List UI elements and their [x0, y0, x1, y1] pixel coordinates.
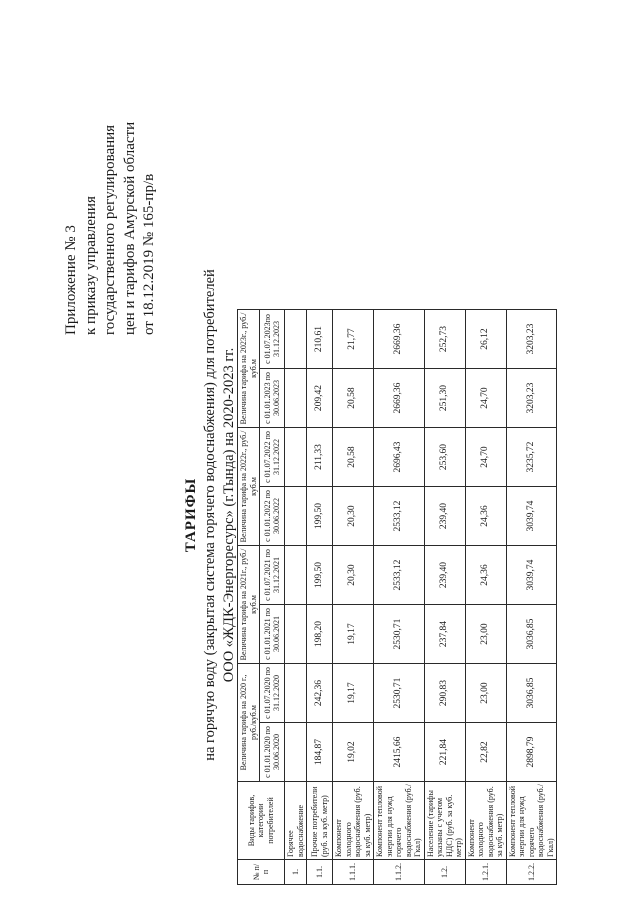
tariff-value: 211,33	[307, 428, 333, 487]
table-row	[285, 310, 307, 885]
row-label: Компонент тепловой энергии для нужд горячего водоснабжения (руб./Гкал)	[506, 782, 557, 860]
header-period: с 01.01.2020 по 30.06.2020	[260, 723, 285, 782]
header-period: с 01.01.2022 по 30.06.2022	[260, 487, 285, 546]
table-row	[333, 310, 374, 885]
header-period: с 01.07.2021 по 31.12.2021	[260, 546, 285, 605]
header-period: с 01.01.2023 по 30.06.2023	[260, 369, 285, 428]
row-label: Компонент холодного водоснабжения (руб. за куб. метр)	[333, 782, 374, 860]
row-label: Прочие потребители (руб. за куб. метр)	[307, 782, 333, 860]
tariff-value	[285, 369, 307, 428]
header-year-2023: Величина тарифа на 2023г., руб./куб.м	[238, 310, 260, 428]
tariff-value: 252,73	[424, 310, 465, 369]
appendix-line: государственного регулирования	[102, 124, 118, 335]
table-row	[465, 310, 506, 885]
tariff-value: 20,30	[333, 546, 374, 605]
tariff-value: 24,36	[465, 487, 506, 546]
tariff-value: 24,70	[465, 428, 506, 487]
tariff-table	[237, 309, 557, 885]
tariff-value: 24,70	[465, 369, 506, 428]
row-number: 1.1.	[307, 860, 333, 885]
appendix-block	[62, 25, 160, 335]
document-subtitle: на горячую воду (закрытая система горячего водоснабжения) для потребителей	[202, 269, 218, 761]
row-number: 1.2.1.	[465, 860, 506, 885]
tariff-value: 2530,71	[374, 664, 425, 723]
tariff-value: 242,36	[307, 664, 333, 723]
header-year-2020: Величина тарифа на 2020 г., руб./куб.м	[238, 664, 260, 782]
row-number: 1.1.1.	[333, 860, 374, 885]
tariff-value: 2696,43	[374, 428, 425, 487]
tariff-value: 3036,85	[506, 605, 557, 664]
tariff-value	[285, 664, 307, 723]
tariff-value: 184,87	[307, 723, 333, 782]
tariff-value: 198,20	[307, 605, 333, 664]
tariff-value	[285, 487, 307, 546]
tariff-value: 20,30	[333, 487, 374, 546]
row-label: Население (тарифы указаны с учетом НДС) (руб. за куб. метр)	[424, 782, 465, 860]
tariff-value: 24,36	[465, 546, 506, 605]
tariff-value: 2533,12	[374, 487, 425, 546]
tariff-value	[285, 546, 307, 605]
table-row	[424, 310, 465, 885]
tariff-value: 2898,79	[506, 723, 557, 782]
header-year-2022: Величина тарифа на 2022г., руб./куб.м	[238, 428, 260, 546]
tariff-value: 21,77	[333, 310, 374, 369]
tariff-value: 239,40	[424, 487, 465, 546]
header-type: Виды тарифов, категории потребителей	[238, 782, 285, 860]
header-num: № п/п	[238, 860, 285, 885]
header-period: с 01.07.2020 по 31.12.2020	[260, 664, 285, 723]
tariff-value: 199,50	[307, 487, 333, 546]
tariff-value: 3039,74	[506, 546, 557, 605]
tariff-value: 3203,23	[506, 369, 557, 428]
tariff-value: 239,40	[424, 546, 465, 605]
tariff-value: 209,42	[307, 369, 333, 428]
table-row	[307, 310, 333, 885]
document-subtitle-org: ООО «ЖДК-Энергоресурс» (г.Тында) на 2020-2023 гг.	[221, 347, 237, 683]
tariff-value: 20,58	[333, 369, 374, 428]
row-label: Компонент холодного водоснабжения (руб. за куб. метр)	[465, 782, 506, 860]
tariff-value: 3036,85	[506, 664, 557, 723]
tariff-value: 2530,71	[374, 605, 425, 664]
tariff-value: 253,60	[424, 428, 465, 487]
tariff-value: 221,84	[424, 723, 465, 782]
tariff-value: 19,17	[333, 605, 374, 664]
tariff-value: 2415,66	[374, 723, 425, 782]
header-period: с 01.01.2021 по 30.06.2021	[260, 605, 285, 664]
tariff-value: 2533,12	[374, 546, 425, 605]
tariff-value: 20,58	[333, 428, 374, 487]
header-year-2021: Величина тарифа на 2021г., руб./куб.м	[238, 546, 260, 664]
tariff-value	[285, 605, 307, 664]
appendix-line: цен и тарифов Амурской области	[121, 121, 138, 335]
appendix-line: от 18.12.2019 № 165-пр/в	[141, 173, 157, 335]
tariff-value: 22,82	[465, 723, 506, 782]
tariff-value	[285, 723, 307, 782]
header-period: с 01.07.2022 по 31.12.2022	[260, 428, 285, 487]
row-label: Компонент тепловой энергии для нужд горячего водоснабжения (руб./Гкал)	[374, 782, 425, 860]
tariff-value: 19,17	[333, 664, 374, 723]
tariff-value	[285, 428, 307, 487]
tariff-value: 3235,72	[506, 428, 557, 487]
table-body	[285, 310, 557, 885]
appendix-line: к приказу управления	[82, 196, 99, 335]
row-number: 1.	[285, 860, 307, 885]
tariff-value: 199,50	[307, 546, 333, 605]
tariff-value: 237,84	[424, 605, 465, 664]
tariff-value: 26,12	[465, 310, 506, 369]
row-number: 1.1.2.	[374, 860, 425, 885]
tariff-value: 2669,36	[374, 369, 425, 428]
row-label: Горячее водоснабжение	[285, 782, 307, 860]
document-heading	[182, 235, 239, 795]
tariff-value: 251,30	[424, 369, 465, 428]
tariff-value: 290,83	[424, 664, 465, 723]
tariff-value	[285, 310, 307, 369]
tariff-value: 23,00	[465, 664, 506, 723]
row-number: 1.2.	[424, 860, 465, 885]
appendix-line: Приложение № 3	[63, 225, 79, 335]
header-period: с 01.07.2023по 31.12.2023	[260, 310, 285, 369]
table-row	[374, 310, 425, 885]
tariff-value: 23,00	[465, 605, 506, 664]
tariff-value: 3039,74	[506, 487, 557, 546]
tariff-value: 19,02	[333, 723, 374, 782]
tariff-value: 2669,36	[374, 310, 425, 369]
row-number: 1.2.2.	[506, 860, 557, 885]
document-title: ТАРИФЫ	[183, 477, 199, 553]
tariff-value: 3203,23	[506, 310, 557, 369]
tariff-value: 210,61	[307, 310, 333, 369]
table-row	[506, 310, 557, 885]
